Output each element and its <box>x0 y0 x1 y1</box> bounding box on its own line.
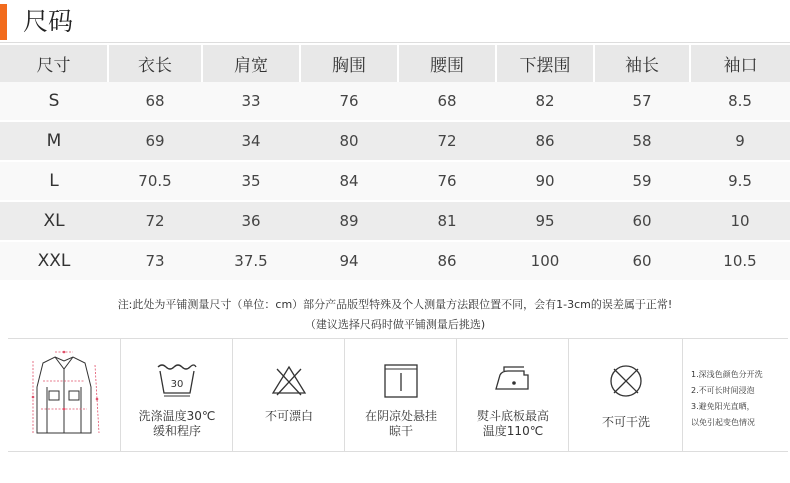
wash-note-item: 1.深浅色颜色分开洗 <box>691 370 763 379</box>
table-cell: 69 <box>108 121 202 161</box>
table-cell: 57 <box>594 82 690 121</box>
size-cell: XL <box>0 201 108 241</box>
table-cell: 36 <box>202 201 300 241</box>
table-cell: 35 <box>202 161 300 201</box>
wash-notes <box>691 367 763 431</box>
size-cell: M <box>0 121 108 161</box>
care-label-line: 在阴凉处悬挂 <box>364 409 437 423</box>
line-dry-shade-icon <box>345 361 457 401</box>
table-cell: 9.5 <box>690 161 790 201</box>
care-cell-wash <box>120 339 233 451</box>
column-header: 腰围 <box>398 45 496 82</box>
table-cell: 89 <box>300 201 398 241</box>
size-cell: S <box>0 82 108 121</box>
table-cell: 37.5 <box>202 241 300 281</box>
table-cell: 72 <box>108 201 202 241</box>
wash-note-item: 2.不可长时间浸泡 <box>691 386 755 395</box>
section-header <box>0 0 790 42</box>
wash-note-item: 3.避免阳光直晒， <box>691 402 755 411</box>
care-label <box>233 409 345 424</box>
no-bleach-icon <box>233 361 345 401</box>
care-label <box>121 409 233 439</box>
care-label-line: 温度110℃ <box>482 424 544 438</box>
size-cell: L <box>0 161 108 201</box>
table-cell: 10.5 <box>690 241 790 281</box>
table-row <box>0 82 790 121</box>
table-cell: 10 <box>690 201 790 241</box>
table-cell: 80 <box>300 121 398 161</box>
table-cell: 95 <box>496 201 594 241</box>
wash-temperature-text: 30 <box>170 379 184 390</box>
no-dry-clean-icon <box>569 361 683 401</box>
column-header: 肩宽 <box>202 45 300 82</box>
table-row <box>0 241 790 281</box>
column-header: 胸围 <box>300 45 398 82</box>
care-label <box>345 409 457 439</box>
page-title: 尺码 <box>23 7 74 36</box>
care-cell-bleach <box>232 339 345 451</box>
table-cell: 8.5 <box>690 82 790 121</box>
table-header-row <box>0 45 790 82</box>
table-cell: 90 <box>496 161 594 201</box>
table-cell: 58 <box>594 121 690 161</box>
care-label-line: 不可漂白 <box>264 409 313 423</box>
size-cell: XXL <box>0 241 108 281</box>
table-cell: 86 <box>398 241 496 281</box>
divider <box>0 42 790 43</box>
care-cell-shirt <box>8 339 120 451</box>
care-label-line: 熨斗底板最高 <box>476 409 549 423</box>
table-cell: 81 <box>398 201 496 241</box>
column-header: 下摆围 <box>496 45 594 82</box>
table-cell: 86 <box>496 121 594 161</box>
care-cell-iron <box>456 339 569 451</box>
care-label <box>569 415 683 430</box>
care-cell-notes <box>682 339 789 451</box>
care-label-line: 缓和程序 <box>152 424 201 438</box>
care-label-line: 晾干 <box>388 424 413 438</box>
column-header: 衣长 <box>108 45 202 82</box>
table-cell: 72 <box>398 121 496 161</box>
iron-medium-icon <box>457 361 569 401</box>
care-label-line: 不可干洗 <box>601 415 650 429</box>
care-label <box>457 409 569 439</box>
wash-note-item: 以免引起变色情况 <box>691 418 755 427</box>
column-header: 尺寸 <box>0 45 108 82</box>
measurement-advice: （建议选择尺码时做平铺测量后挑选) <box>304 318 486 331</box>
table-cell: 100 <box>496 241 594 281</box>
table-row <box>0 121 790 161</box>
table-cell: 68 <box>108 82 202 121</box>
table-cell: 60 <box>594 201 690 241</box>
table-cell: 9 <box>690 121 790 161</box>
table-row <box>0 161 790 201</box>
measurement-note: 注:此处为平铺测量尺寸（单位：cm）部分产品版型特殊及个人测量方法跟位置不同，会有1-3cm的误差属于正常! <box>117 298 673 311</box>
shirt-diagram-icon <box>8 347 120 443</box>
table-cell: 60 <box>594 241 690 281</box>
table-cell: 68 <box>398 82 496 121</box>
table-cell: 33 <box>202 82 300 121</box>
table-cell: 76 <box>398 161 496 201</box>
size-table <box>0 45 790 282</box>
care-label-line: 洗涤温度30℃ <box>138 409 216 423</box>
table-cell: 59 <box>594 161 690 201</box>
table-cell: 94 <box>300 241 398 281</box>
table-cell: 70.5 <box>108 161 202 201</box>
care-cell-dryclean <box>568 339 683 451</box>
table-cell: 84 <box>300 161 398 201</box>
table-cell: 76 <box>300 82 398 121</box>
care-cell-dry <box>344 339 457 451</box>
table-cell: 34 <box>202 121 300 161</box>
column-header: 袖长 <box>594 45 690 82</box>
table-cell: 73 <box>108 241 202 281</box>
table-cell: 82 <box>496 82 594 121</box>
care-instructions <box>8 338 788 452</box>
table-row <box>0 201 790 241</box>
column-header: 袖口 <box>690 45 790 82</box>
title-accent-bar <box>0 4 7 40</box>
wash-30-icon <box>121 361 233 401</box>
